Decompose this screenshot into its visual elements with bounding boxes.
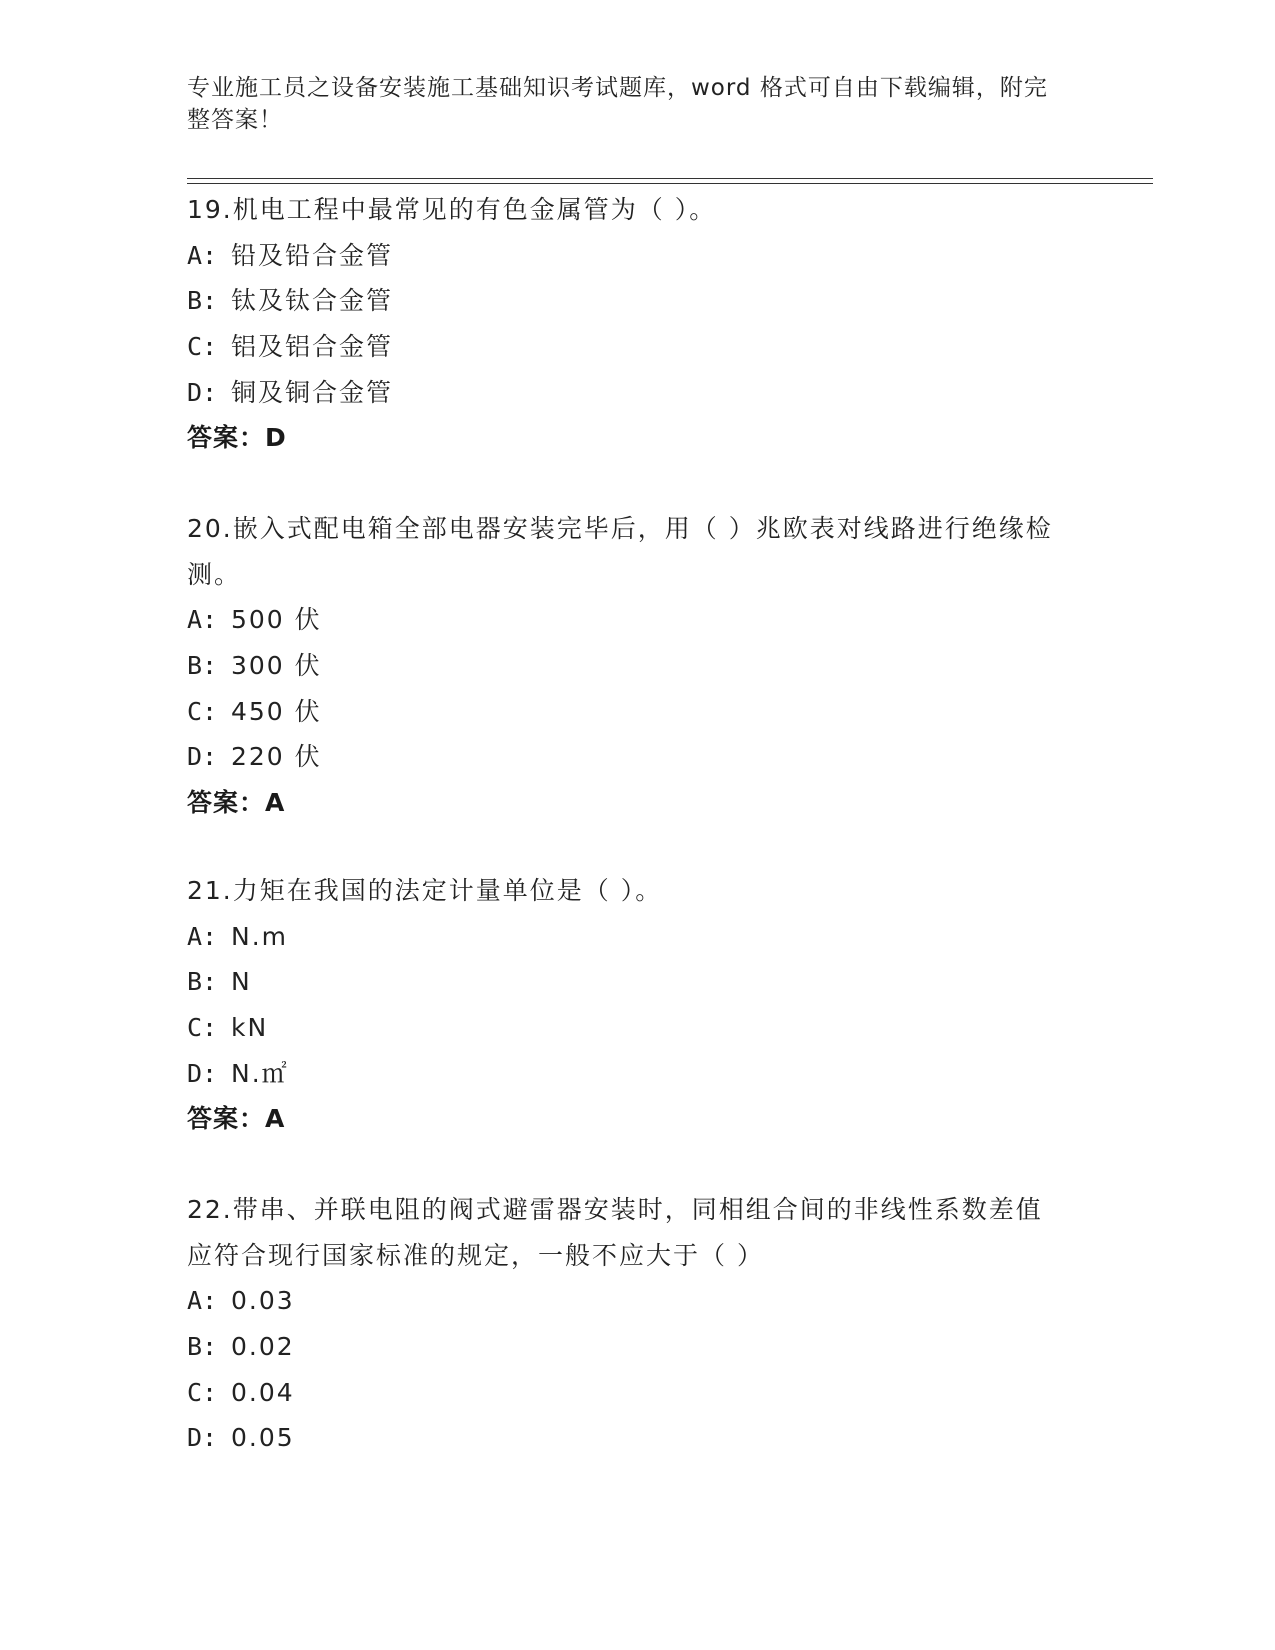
- option-key: B:: [187, 651, 218, 681]
- answer-line: [187, 415, 1087, 461]
- option-text: N.m: [231, 921, 289, 951]
- option-key: C:: [187, 1013, 218, 1043]
- question-title: 22.带串、并联电阻的阀式避雷器安装时，同相组合间的非线性系数差值应符合现行国家标准的规定，一般不应大于（ ）: [187, 1195, 1043, 1270]
- option-d: [187, 734, 1087, 780]
- option-text: 铜及铜合金管: [231, 377, 394, 407]
- option-key: A:: [187, 1286, 218, 1316]
- option-c: [187, 1005, 1087, 1051]
- option-text: 0.05: [231, 1423, 295, 1453]
- option-key: D:: [187, 742, 218, 772]
- option-c: [187, 1370, 1087, 1416]
- option-key: D:: [187, 377, 218, 407]
- option-key: D:: [187, 1058, 218, 1088]
- option-key: A:: [187, 240, 218, 270]
- option-key: D:: [187, 1423, 218, 1453]
- answer-value: A: [265, 1104, 286, 1134]
- question-20: [187, 506, 1087, 826]
- option-b: [187, 643, 1087, 689]
- option-a: [187, 233, 1087, 279]
- option-key: C:: [187, 696, 218, 726]
- option-b: [187, 278, 1087, 324]
- answer-value: D: [265, 423, 287, 453]
- option-text: 0.02: [231, 1332, 295, 1362]
- option-d: [187, 1051, 1087, 1097]
- option-a: [187, 1278, 1087, 1324]
- option-text: 220 伏: [231, 742, 322, 772]
- answer-label: 答案：: [187, 423, 266, 453]
- option-a: [187, 597, 1087, 643]
- option-d: [187, 370, 1087, 416]
- option-c: [187, 324, 1087, 370]
- option-text: N.㎡: [231, 1058, 289, 1088]
- answer-value: A: [265, 788, 286, 818]
- answer-label: 答案：: [187, 1104, 266, 1134]
- option-text: N: [231, 967, 252, 997]
- header-line-1: 专业施工员之设备安装施工基础知识考试题库，word 格式可自由下载编辑，附完: [187, 75, 1048, 101]
- option-text: 0.04: [231, 1377, 295, 1407]
- question-title: 20.嵌入式配电箱全部电器安装完毕后，用（ ）兆欧表对线路进行绝缘检测。: [187, 514, 1053, 589]
- question-title: 19.机电工程中最常见的有色金属管为（ ）。: [187, 195, 717, 224]
- question-22: [187, 1187, 1087, 1461]
- answer-line: [187, 1096, 1087, 1142]
- option-text: 0.03: [231, 1286, 295, 1316]
- option-c: [187, 689, 1087, 735]
- option-key: A:: [187, 921, 218, 951]
- option-text: 500 伏: [231, 605, 322, 635]
- header-line-2: 整答案！: [187, 107, 283, 133]
- option-text: 铝及铝合金管: [231, 332, 394, 362]
- answer-line: [187, 780, 1087, 826]
- document-header: [187, 72, 1067, 136]
- option-key: B:: [187, 967, 218, 997]
- header-divider-top: [187, 178, 1153, 179]
- question-21: [187, 868, 1087, 1142]
- option-key: C:: [187, 1377, 218, 1407]
- header-divider-bottom: [187, 183, 1153, 184]
- option-text: kN: [231, 1013, 269, 1043]
- option-b: [187, 1324, 1087, 1370]
- option-text: 450 伏: [231, 696, 322, 726]
- question-title: 21.力矩在我国的法定计量单位是（ ）。: [187, 876, 663, 905]
- option-text: 300 伏: [231, 651, 322, 681]
- option-key: C:: [187, 332, 218, 362]
- option-key: A:: [187, 605, 218, 635]
- option-text: 铅及铅合金管: [231, 240, 394, 270]
- option-text: 钛及钛合金管: [231, 286, 394, 316]
- option-key: B:: [187, 286, 218, 316]
- option-a: [187, 914, 1087, 960]
- option-d: [187, 1415, 1087, 1461]
- option-key: B:: [187, 1332, 218, 1362]
- answer-label: 答案：: [187, 788, 266, 818]
- option-b: [187, 959, 1087, 1005]
- question-19: [187, 187, 1087, 461]
